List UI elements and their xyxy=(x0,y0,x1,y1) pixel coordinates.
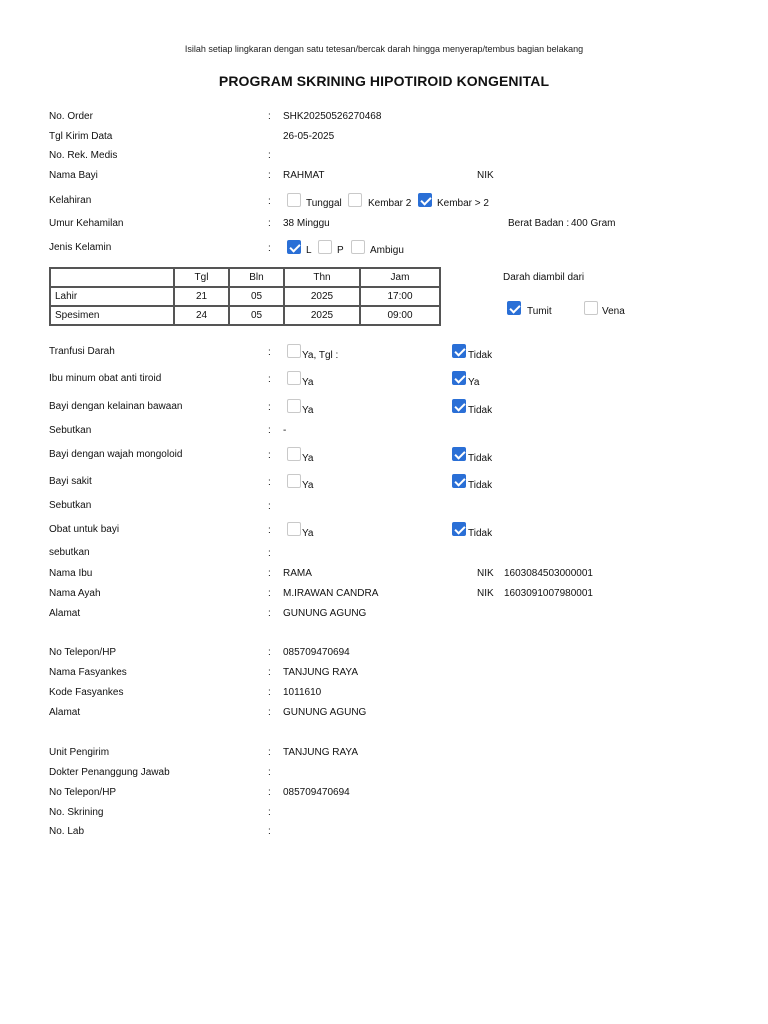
colon: : xyxy=(268,243,271,254)
table-header-cell: Jam xyxy=(360,268,440,287)
instruction-note: Isilah setiap lingkaran dengan satu tetesan/bercak darah hingga menyerap/tembus bagian belakang xyxy=(184,44,584,54)
colon: : xyxy=(268,450,271,461)
question-no-checkbox[interactable] xyxy=(452,399,466,413)
colon: : xyxy=(268,548,271,559)
telepon-label: No Telepon/HP xyxy=(49,647,117,658)
question-label: Tranfusi Darah xyxy=(49,346,115,357)
question-label: Bayi sakit xyxy=(49,476,92,487)
umur-kehamilan-label: Umur Kehamilan xyxy=(49,218,124,229)
question-no-label: Tidak xyxy=(468,350,493,361)
sebutkan-label: Sebutkan xyxy=(49,425,92,436)
berat-badan-label: Berat Badan : xyxy=(508,218,570,229)
unit-pengirim-value: TANJUNG RAYA xyxy=(283,747,359,758)
question-no-checkbox[interactable] xyxy=(452,474,466,488)
table-cell: Spesimen xyxy=(50,306,174,325)
colon: : xyxy=(268,525,271,536)
question-yes-label: Ya xyxy=(302,405,314,416)
colon: : xyxy=(268,170,271,181)
tgl-kirim-label: Tgl Kirim Data xyxy=(49,131,113,142)
question-yes-checkbox[interactable] xyxy=(287,447,301,461)
question-yes-label: Ya, Tgl : xyxy=(302,350,339,361)
sebutkan-label: Sebutkan xyxy=(49,500,92,511)
question-no-label: Tidak xyxy=(468,453,493,464)
table-cell: 17:00 xyxy=(360,287,440,306)
question-yes-checkbox[interactable] xyxy=(287,522,301,536)
colon: : xyxy=(268,667,271,678)
table-cell: 2025 xyxy=(284,287,360,306)
table-row xyxy=(50,287,440,306)
nik-ayah-value: 1603091007980001 xyxy=(504,588,593,599)
colon: : xyxy=(268,787,271,798)
kelahiran-tunggal-checkbox[interactable] xyxy=(287,193,301,207)
question-label: Obat untuk bayi xyxy=(49,524,120,535)
nama-fasyankes-value: TANJUNG RAYA xyxy=(283,667,359,678)
question-yes-label: Ya xyxy=(302,480,314,491)
sebutkan-value: - xyxy=(283,425,287,436)
table-row xyxy=(50,306,440,325)
sebutkan-label: sebutkan xyxy=(49,547,90,558)
darah-tumit-checkbox[interactable] xyxy=(507,301,521,315)
question-label: Bayi dengan wajah mongoloid xyxy=(49,449,183,460)
jenis-kelamin-l-label: L xyxy=(306,245,312,256)
nik-ibu-label: NIK xyxy=(477,568,494,579)
question-no-checkbox[interactable] xyxy=(452,344,466,358)
colon: : xyxy=(268,111,271,122)
kelahiran-label: Kelahiran xyxy=(49,195,92,206)
table-header-row xyxy=(50,268,440,287)
colon: : xyxy=(268,374,271,385)
table-cell: 09:00 xyxy=(360,306,440,325)
colon: : xyxy=(268,477,271,488)
jenis-kelamin-ambigu-label: Ambigu xyxy=(370,245,404,256)
darah-diambil-label: Darah diambil dari xyxy=(503,272,585,283)
colon: : xyxy=(268,747,271,758)
question-no-label: Tidak xyxy=(468,528,493,539)
kelahiran-tunggal-label: Tunggal xyxy=(306,198,342,209)
alamat-label: Alamat xyxy=(49,608,81,619)
table-cell: Lahir xyxy=(50,287,174,306)
table-header-cell: Bln xyxy=(229,268,284,287)
telepon-pengirim-label: No Telepon/HP xyxy=(49,787,117,798)
question-yes-checkbox[interactable] xyxy=(287,344,301,358)
jenis-kelamin-l-checkbox[interactable] xyxy=(287,240,301,254)
question-yes-checkbox[interactable] xyxy=(287,399,301,413)
colon: : xyxy=(268,501,271,512)
question-label: Ibu minum obat anti tiroid xyxy=(49,373,162,384)
table-header-cell xyxy=(50,268,174,287)
no-order-value: SHK20250526270468 xyxy=(283,111,382,122)
dokter-label: Dokter Penanggung Jawab xyxy=(49,767,170,778)
colon: : xyxy=(268,347,271,358)
nik-ayah-label: NIK xyxy=(477,588,494,599)
umur-kehamilan-value: 38 Minggu xyxy=(283,218,330,229)
kode-fasyankes-label: Kode Fasyankes xyxy=(49,687,124,698)
berat-badan-value: 400 Gram xyxy=(571,218,616,229)
unit-pengirim-label: Unit Pengirim xyxy=(49,747,110,758)
kelahiran-kembar2-checkbox[interactable] xyxy=(348,193,362,207)
colon: : xyxy=(268,707,271,718)
darah-tumit-label: Tumit xyxy=(527,306,552,317)
nik-ibu-value: 1603084503000001 xyxy=(504,568,593,579)
jenis-kelamin-label: Jenis Kelamin xyxy=(49,242,112,253)
colon: : xyxy=(268,687,271,698)
question-yes-checkbox[interactable] xyxy=(287,371,301,385)
nama-fasyankes-label: Nama Fasyankes xyxy=(49,667,127,678)
colon: : xyxy=(268,588,271,599)
question-yes-checkbox[interactable] xyxy=(287,474,301,488)
colon: : xyxy=(268,402,271,413)
question-yes-label: Ya xyxy=(302,377,314,388)
no-rek-medis-label: No. Rek. Medis xyxy=(49,150,118,161)
question-no-checkbox[interactable] xyxy=(452,522,466,536)
table-cell: 2025 xyxy=(284,306,360,325)
alamat-fasyankes-value: GUNUNG AGUNG xyxy=(283,707,367,718)
nama-ayah-label: Nama Ayah xyxy=(49,588,101,599)
kelahiran-kembar2-label: Kembar 2 xyxy=(368,198,412,209)
colon: : xyxy=(268,150,271,161)
colon: : xyxy=(268,807,271,818)
colon: : xyxy=(268,647,271,658)
nama-ibu-value: RAMA xyxy=(283,568,312,579)
jenis-kelamin-p-checkbox[interactable] xyxy=(318,240,332,254)
question-label: Bayi dengan kelainan bawaan xyxy=(49,401,183,412)
colon: : xyxy=(268,425,271,436)
table-header-cell: Tgl xyxy=(174,268,229,287)
nama-bayi-label: Nama Bayi xyxy=(49,170,98,181)
tgl-kirim-value: 26-05-2025 xyxy=(283,131,335,142)
telepon-pengirim-value: 085709470694 xyxy=(283,787,350,798)
darah-vena-checkbox[interactable] xyxy=(584,301,598,315)
alamat-fasyankes-label: Alamat xyxy=(49,707,81,718)
table-cell: 24 xyxy=(174,306,229,325)
question-yes-label: Ya xyxy=(302,528,314,539)
colon: : xyxy=(268,218,271,229)
darah-vena-label: Vena xyxy=(602,306,625,317)
nik-bayi-label: NIK xyxy=(477,170,494,181)
question-no-checkbox[interactable] xyxy=(452,371,466,385)
question-yes-label: Ya xyxy=(302,453,314,464)
telepon-value: 085709470694 xyxy=(283,647,350,658)
colon: : xyxy=(268,608,271,619)
question-no-label: Tidak xyxy=(468,480,493,491)
jenis-kelamin-ambigu-checkbox[interactable] xyxy=(351,240,365,254)
page-title: PROGRAM SKRINING HIPOTIROID KONGENITAL xyxy=(218,73,550,89)
nama-ibu-label: Nama Ibu xyxy=(49,568,93,579)
kelahiran-kembar-lebih2-label: Kembar > 2 xyxy=(437,198,489,209)
sample-date-table xyxy=(49,267,441,326)
colon: : xyxy=(268,826,271,837)
no-order-label: No. Order xyxy=(49,111,93,122)
colon: : xyxy=(268,568,271,579)
kode-fasyankes-value: 1011610 xyxy=(283,687,322,698)
question-no-label: Tidak xyxy=(468,405,493,416)
colon: : xyxy=(268,196,271,207)
colon: : xyxy=(268,767,271,778)
table-cell: 05 xyxy=(229,306,284,325)
jenis-kelamin-p-label: P xyxy=(337,245,344,256)
question-no-label: Ya xyxy=(468,377,480,388)
no-skrining-label: No. Skrining xyxy=(49,807,104,818)
question-no-checkbox[interactable] xyxy=(452,447,466,461)
table-cell: 05 xyxy=(229,287,284,306)
table-header-cell: Thn xyxy=(284,268,360,287)
no-lab-label: No. Lab xyxy=(49,826,85,837)
alamat-value: GUNUNG AGUNG xyxy=(283,608,367,619)
kelahiran-kembar-lebih2-checkbox[interactable] xyxy=(418,193,432,207)
nama-ayah-value: M.IRAWAN CANDRA xyxy=(283,588,379,599)
nama-bayi-value: RAHMAT xyxy=(283,170,325,181)
table-cell: 21 xyxy=(174,287,229,306)
